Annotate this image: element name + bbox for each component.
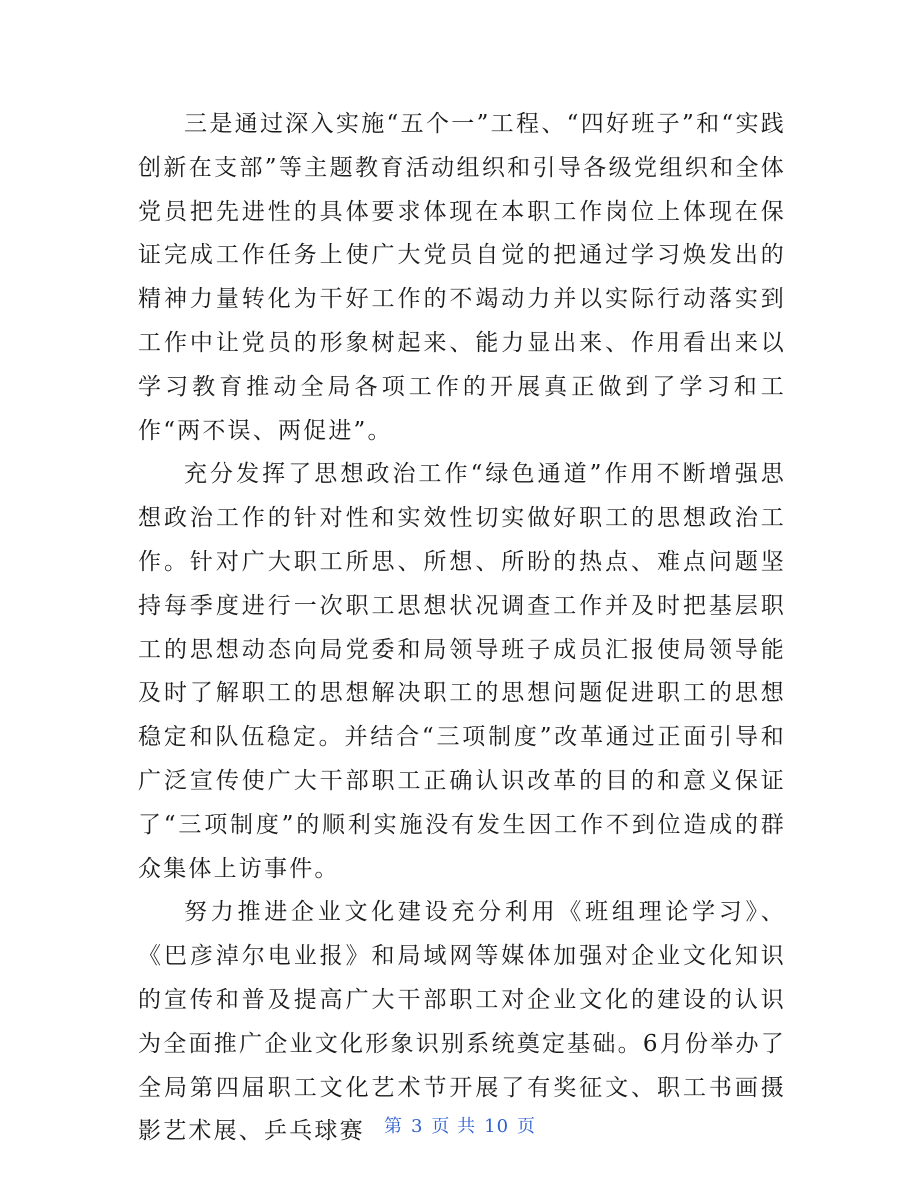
paragraph-1: 三是通过深入实施“五个一”工程、“四好班子”和“实践创新在支部”等主题教育活动组织和引导各级党组织和全体党员把先进性的具体要求体现在本职工作岗位上体现在保证完成工作任务上使广大党员自觉的把通过学习焕发出的精神力量转化为干好工作的不竭动力并以实际行动落实到工作中让党员的形象树起来、能力显出来、作用看出来以学习教育推动全局各项工作的开展真正做到了学习和工作“两不误、两促进”。 [138,111,786,444]
footer-suffix: 页 [517,1116,537,1137]
document-body [138,103,786,1154]
page-footer [0,1112,920,1138]
paragraph-2: 充分发挥了思想政治工作“绿色通道”作用不断增强思想政治工作的针对性和实效性切实做好职工的思想政治工作。针对广大职工所思、所想、所盼的热点、难点问题坚持每季度进行一次职工思想状况调查工作并及时把基层职工的思想动态向局党委和局领导班子成员汇报使局领导能及时了解职工的思想解决职工的思想问题促进职工的思想稳定和队伍稳定。并结合“三项制度”改革通过正面引导和广泛宣传使广大干部职工正确认识改革的目的和意义保证了“三项制度”的顺利实施没有发生因工作不到位造成的群众集体上访事件。 [138,461,786,882]
footer-prefix: 第 [383,1116,403,1137]
current-page-number: 3 [410,1116,424,1137]
paragraph-3: 努力推进企业文化建设充分利用《班组理论学习》、《巴彦淖尔电业报》和局域网等媒体加强对企业文化知识的宣传和普及提高广大干部职工对企业文化的建设的认识为全面推广企业文化形象识别系统奠定基础。6月份举办了全局第四届职工文化艺术节开展了有奖征文、职工书画摄影艺术展、乒乓球赛 [138,899,786,1145]
footer-mid: 页 共 [431,1116,477,1137]
total-pages-number: 10 [484,1116,510,1137]
